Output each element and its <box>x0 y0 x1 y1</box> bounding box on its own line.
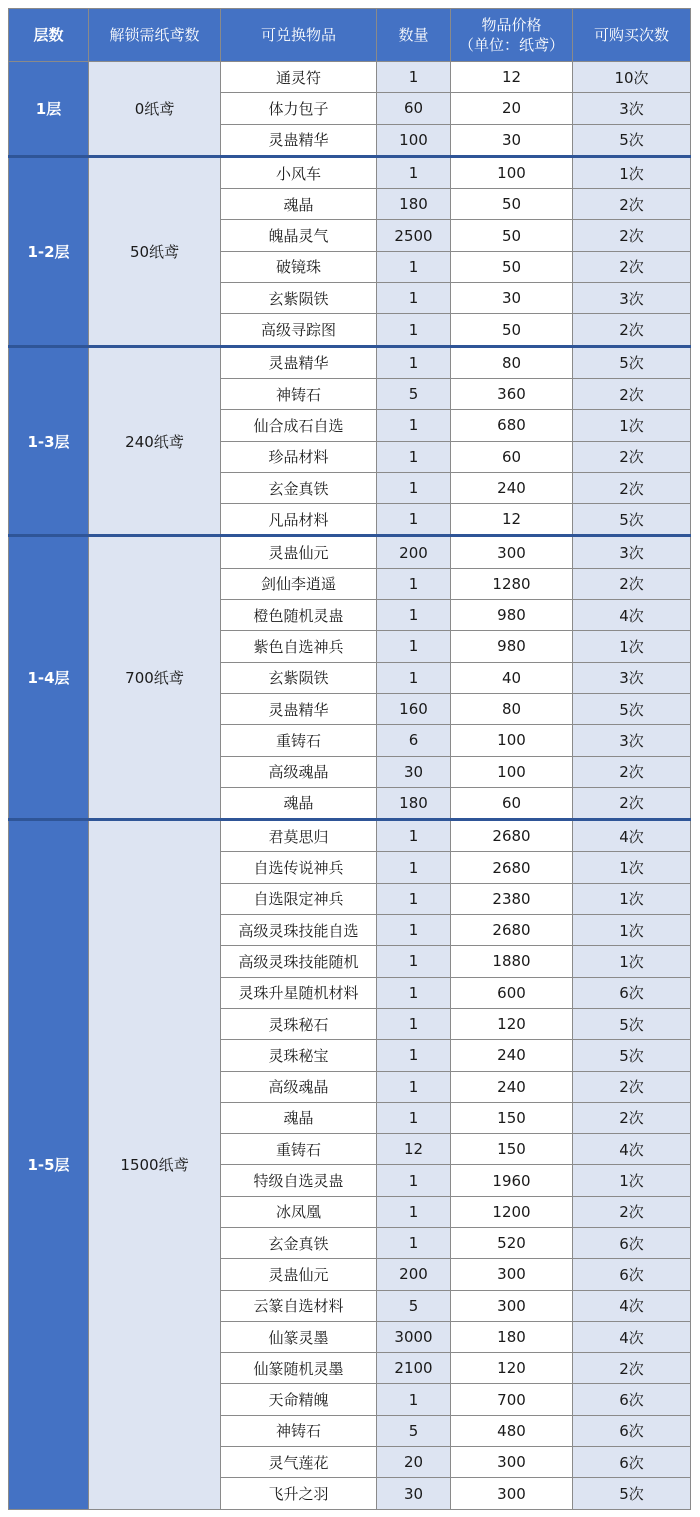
price-cell: 12 <box>451 62 573 93</box>
qty-cell: 2100 <box>377 1353 451 1384</box>
price-cell: 300 <box>451 1447 573 1478</box>
item-cell: 灵蛊精华 <box>221 124 377 156</box>
table-row <box>9 62 691 93</box>
item-cell: 云篆自选材料 <box>221 1290 377 1321</box>
times-cell: 4次 <box>573 1134 691 1165</box>
times-cell: 5次 <box>573 1040 691 1071</box>
times-cell: 2次 <box>573 1353 691 1384</box>
price-cell: 120 <box>451 1008 573 1039</box>
header-layer: 层数 <box>9 9 89 62</box>
times-cell: 2次 <box>573 568 691 599</box>
table-row <box>9 346 691 378</box>
price-cell: 300 <box>451 536 573 568</box>
price-cell: 100 <box>451 725 573 756</box>
price-cell: 80 <box>451 346 573 378</box>
item-cell: 玄紫陨铁 <box>221 283 377 314</box>
price-cell: 12 <box>451 504 573 536</box>
item-cell: 凡品材料 <box>221 504 377 536</box>
times-cell: 6次 <box>573 977 691 1008</box>
price-cell: 300 <box>451 1478 573 1509</box>
qty-cell: 1 <box>377 1165 451 1196</box>
times-cell: 5次 <box>573 693 691 724</box>
qty-cell: 200 <box>377 536 451 568</box>
times-cell: 1次 <box>573 1165 691 1196</box>
layer-cell: 1-5层 <box>9 820 89 1510</box>
item-cell: 自选限定神兵 <box>221 883 377 914</box>
times-cell: 5次 <box>573 124 691 156</box>
item-cell: 飞升之羽 <box>221 1478 377 1509</box>
item-cell: 高级寻踪图 <box>221 314 377 346</box>
times-cell: 1次 <box>573 883 691 914</box>
qty-cell: 1 <box>377 1071 451 1102</box>
table-row <box>9 536 691 568</box>
times-cell: 2次 <box>573 472 691 503</box>
times-cell: 5次 <box>573 1478 691 1509</box>
price-cell: 60 <box>451 441 573 472</box>
price-cell: 240 <box>451 1040 573 1071</box>
item-cell: 魄晶灵气 <box>221 220 377 251</box>
price-cell: 80 <box>451 693 573 724</box>
item-cell: 特级自选灵蛊 <box>221 1165 377 1196</box>
price-cell: 100 <box>451 756 573 787</box>
times-cell: 2次 <box>573 220 691 251</box>
layer-cell: 1-3层 <box>9 346 89 536</box>
times-cell: 3次 <box>573 536 691 568</box>
unlock-cell: 0纸鸢 <box>89 62 221 157</box>
qty-cell: 5 <box>377 1290 451 1321</box>
price-cell: 980 <box>451 631 573 662</box>
item-cell: 灵蛊精华 <box>221 693 377 724</box>
header-price-line2: （单位：纸鸢） <box>458 36 564 54</box>
header-unlock: 解锁需纸鸢数 <box>89 9 221 62</box>
times-cell: 1次 <box>573 915 691 946</box>
price-cell: 1960 <box>451 1165 573 1196</box>
item-cell: 灵珠秘石 <box>221 1008 377 1039</box>
qty-cell: 1 <box>377 883 451 914</box>
item-cell: 神铸石 <box>221 1415 377 1446</box>
price-cell: 150 <box>451 1102 573 1133</box>
times-cell: 4次 <box>573 600 691 631</box>
times-cell: 6次 <box>573 1415 691 1446</box>
qty-cell: 1 <box>377 568 451 599</box>
layer-cell: 1-4层 <box>9 536 89 820</box>
header-qty: 数量 <box>377 9 451 62</box>
price-cell: 100 <box>451 156 573 188</box>
item-cell: 灵气莲花 <box>221 1447 377 1478</box>
exchange-table <box>8 8 691 1510</box>
price-cell: 600 <box>451 977 573 1008</box>
qty-cell: 1 <box>377 600 451 631</box>
price-cell: 150 <box>451 1134 573 1165</box>
item-cell: 重铸石 <box>221 725 377 756</box>
times-cell: 5次 <box>573 504 691 536</box>
times-cell: 2次 <box>573 756 691 787</box>
times-cell: 6次 <box>573 1259 691 1290</box>
qty-cell: 1 <box>377 1227 451 1258</box>
item-cell: 珍品材料 <box>221 441 377 472</box>
price-cell: 240 <box>451 472 573 503</box>
qty-cell: 1 <box>377 1008 451 1039</box>
price-cell: 50 <box>451 251 573 282</box>
item-cell: 体力包子 <box>221 93 377 124</box>
header-times: 可购买次数 <box>573 9 691 62</box>
times-cell: 2次 <box>573 1071 691 1102</box>
item-cell: 破镜珠 <box>221 251 377 282</box>
layer-cell: 1-2层 <box>9 156 89 346</box>
price-cell: 2680 <box>451 852 573 883</box>
item-cell: 灵蛊仙元 <box>221 536 377 568</box>
qty-cell: 12 <box>377 1134 451 1165</box>
item-cell: 剑仙李逍遥 <box>221 568 377 599</box>
item-cell: 仙篆随机灵墨 <box>221 1353 377 1384</box>
qty-cell: 6 <box>377 725 451 756</box>
qty-cell: 1 <box>377 314 451 346</box>
times-cell: 4次 <box>573 820 691 852</box>
times-cell: 2次 <box>573 189 691 220</box>
item-cell: 魂晶 <box>221 787 377 819</box>
item-cell: 玄紫陨铁 <box>221 662 377 693</box>
exchange-table-container <box>8 8 691 1510</box>
item-cell: 高级魂晶 <box>221 1071 377 1102</box>
qty-cell: 1 <box>377 472 451 503</box>
price-cell: 50 <box>451 220 573 251</box>
qty-cell: 5 <box>377 1415 451 1446</box>
times-cell: 2次 <box>573 251 691 282</box>
qty-cell: 1 <box>377 662 451 693</box>
times-cell: 4次 <box>573 1290 691 1321</box>
item-cell: 橙色随机灵蛊 <box>221 600 377 631</box>
item-cell: 小风车 <box>221 156 377 188</box>
table-body <box>9 62 691 1510</box>
price-cell: 1880 <box>451 946 573 977</box>
layer-cell: 1层 <box>9 62 89 157</box>
price-cell: 2380 <box>451 883 573 914</box>
unlock-cell: 240纸鸢 <box>89 346 221 536</box>
times-cell: 1次 <box>573 852 691 883</box>
unlock-cell: 1500纸鸢 <box>89 820 221 1510</box>
times-cell: 3次 <box>573 662 691 693</box>
table-row <box>9 820 691 852</box>
price-cell: 50 <box>451 314 573 346</box>
item-cell: 仙合成石自选 <box>221 410 377 441</box>
qty-cell: 180 <box>377 189 451 220</box>
qty-cell: 180 <box>377 787 451 819</box>
item-cell: 天命精魄 <box>221 1384 377 1415</box>
times-cell: 3次 <box>573 93 691 124</box>
times-cell: 1次 <box>573 156 691 188</box>
times-cell: 10次 <box>573 62 691 93</box>
unlock-cell: 700纸鸢 <box>89 536 221 820</box>
item-cell: 灵珠升星随机材料 <box>221 977 377 1008</box>
item-cell: 重铸石 <box>221 1134 377 1165</box>
price-cell: 680 <box>451 410 573 441</box>
qty-cell: 30 <box>377 1478 451 1509</box>
item-cell: 玄金真铁 <box>221 1227 377 1258</box>
qty-cell: 1 <box>377 441 451 472</box>
times-cell: 1次 <box>573 410 691 441</box>
times-cell: 6次 <box>573 1447 691 1478</box>
times-cell: 2次 <box>573 787 691 819</box>
item-cell: 冰凤凰 <box>221 1196 377 1227</box>
qty-cell: 1 <box>377 946 451 977</box>
price-cell: 300 <box>451 1259 573 1290</box>
price-cell: 480 <box>451 1415 573 1446</box>
item-cell: 魂晶 <box>221 1102 377 1133</box>
qty-cell: 1 <box>377 251 451 282</box>
unlock-cell: 50纸鸢 <box>89 156 221 346</box>
qty-cell: 1 <box>377 852 451 883</box>
qty-cell: 1 <box>377 346 451 378</box>
item-cell: 魂晶 <box>221 189 377 220</box>
times-cell: 2次 <box>573 1102 691 1133</box>
qty-cell: 1 <box>377 1102 451 1133</box>
qty-cell: 60 <box>377 93 451 124</box>
price-cell: 1200 <box>451 1196 573 1227</box>
qty-cell: 1 <box>377 977 451 1008</box>
price-cell: 30 <box>451 124 573 156</box>
qty-cell: 1 <box>377 1196 451 1227</box>
item-cell: 神铸石 <box>221 378 377 409</box>
times-cell: 2次 <box>573 378 691 409</box>
qty-cell: 1 <box>377 1040 451 1071</box>
price-cell: 360 <box>451 378 573 409</box>
qty-cell: 20 <box>377 1447 451 1478</box>
header-price <box>451 9 573 62</box>
price-cell: 300 <box>451 1290 573 1321</box>
price-cell: 240 <box>451 1071 573 1102</box>
item-cell: 君莫思归 <box>221 820 377 852</box>
item-cell: 灵蛊仙元 <box>221 1259 377 1290</box>
price-cell: 2680 <box>451 820 573 852</box>
price-cell: 20 <box>451 93 573 124</box>
price-cell: 40 <box>451 662 573 693</box>
times-cell: 3次 <box>573 283 691 314</box>
qty-cell: 1 <box>377 156 451 188</box>
qty-cell: 5 <box>377 378 451 409</box>
qty-cell: 1 <box>377 410 451 441</box>
price-cell: 50 <box>451 189 573 220</box>
price-cell: 520 <box>451 1227 573 1258</box>
price-cell: 1280 <box>451 568 573 599</box>
header-item: 可兑换物品 <box>221 9 377 62</box>
times-cell: 3次 <box>573 725 691 756</box>
qty-cell: 100 <box>377 124 451 156</box>
times-cell: 5次 <box>573 346 691 378</box>
item-cell: 灵珠秘宝 <box>221 1040 377 1071</box>
qty-cell: 1 <box>377 1384 451 1415</box>
qty-cell: 1 <box>377 631 451 662</box>
item-cell: 灵蛊精华 <box>221 346 377 378</box>
qty-cell: 1 <box>377 62 451 93</box>
qty-cell: 30 <box>377 756 451 787</box>
price-cell: 180 <box>451 1321 573 1352</box>
price-cell: 2680 <box>451 915 573 946</box>
times-cell: 2次 <box>573 314 691 346</box>
price-cell: 700 <box>451 1384 573 1415</box>
item-cell: 自选传说神兵 <box>221 852 377 883</box>
item-cell: 玄金真铁 <box>221 472 377 503</box>
item-cell: 通灵符 <box>221 62 377 93</box>
price-cell: 120 <box>451 1353 573 1384</box>
qty-cell: 1 <box>377 820 451 852</box>
header-row <box>9 9 691 62</box>
qty-cell: 2500 <box>377 220 451 251</box>
times-cell: 2次 <box>573 441 691 472</box>
item-cell: 高级灵珠技能随机 <box>221 946 377 977</box>
qty-cell: 160 <box>377 693 451 724</box>
header-price-line1: 物品价格 <box>481 16 542 34</box>
qty-cell: 1 <box>377 504 451 536</box>
times-cell: 5次 <box>573 1008 691 1039</box>
qty-cell: 1 <box>377 283 451 314</box>
times-cell: 4次 <box>573 1321 691 1352</box>
item-cell: 紫色自选神兵 <box>221 631 377 662</box>
item-cell: 高级灵珠技能自选 <box>221 915 377 946</box>
qty-cell: 1 <box>377 915 451 946</box>
price-cell: 980 <box>451 600 573 631</box>
times-cell: 6次 <box>573 1227 691 1258</box>
qty-cell: 3000 <box>377 1321 451 1352</box>
times-cell: 1次 <box>573 631 691 662</box>
times-cell: 1次 <box>573 946 691 977</box>
item-cell: 高级魂晶 <box>221 756 377 787</box>
table-row <box>9 156 691 188</box>
times-cell: 6次 <box>573 1384 691 1415</box>
item-cell: 仙篆灵墨 <box>221 1321 377 1352</box>
price-cell: 30 <box>451 283 573 314</box>
times-cell: 2次 <box>573 1196 691 1227</box>
price-cell: 60 <box>451 787 573 819</box>
qty-cell: 200 <box>377 1259 451 1290</box>
